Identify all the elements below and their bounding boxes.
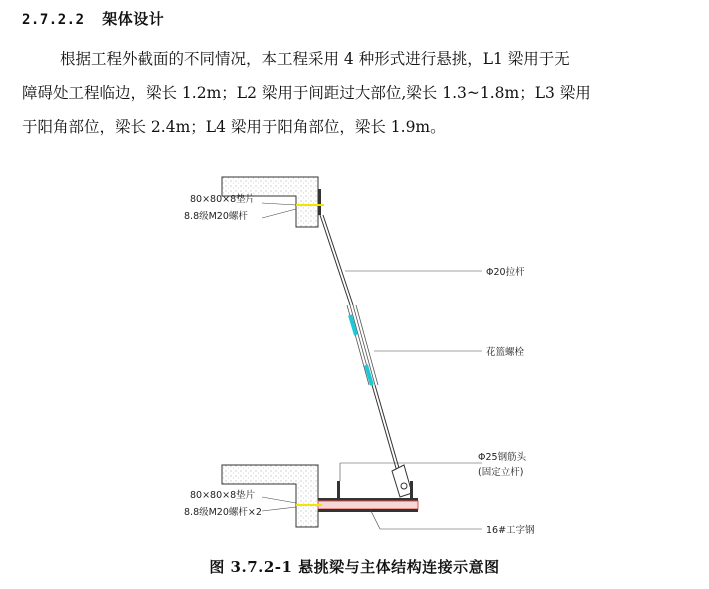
tie-rod — [320, 215, 353, 305]
rebar-head-right — [410, 481, 413, 498]
top-anchor-plate — [318, 189, 321, 215]
cantilever-diagram — [0, 175, 709, 545]
paragraph-line: 根据工程外截面的不同情况，本工程采用 4 种形式进行悬挑，L1 梁用于无 — [60, 50, 570, 68]
figure-caption: 图 3.7.2-1 悬挑梁与主体结构连接示意图 — [209, 558, 500, 576]
label-bottom-bolt: 8.8级M20螺杆×2 — [184, 507, 262, 518]
label-bottom-washer: 80×80×8垫片 — [190, 490, 256, 501]
paragraph-line: 于阳角部位，梁长 2.4m；L4 梁用于阳角部位，梁长 1.9m。 — [22, 118, 446, 136]
section-title: 架体设计 — [102, 10, 165, 28]
label-top-washer: 80×80×8垫片 — [190, 194, 256, 205]
body-paragraph — [22, 42, 698, 144]
rebar-head-left — [337, 481, 340, 498]
paragraph-line: 障碍处工程临边，梁长 1.2m；L2 梁用于间距过大部位,梁长 1.3~1.8m；L3 梁用 — [22, 84, 591, 102]
label-turnbuckle: 花篮螺栓 — [486, 347, 525, 358]
label-rebar-head: Φ25钢筋头 — [478, 452, 527, 463]
diagram-svg — [0, 175, 709, 545]
turnbuckle — [347, 305, 378, 385]
label-tie-rod: Φ20拉杆 — [486, 267, 525, 278]
section-heading — [22, 8, 164, 29]
lower-tie-rod — [372, 385, 401, 475]
i-beam — [318, 498, 418, 512]
ear-plate — [392, 465, 412, 497]
section-number: 2.7.2.2 — [22, 12, 85, 28]
label-i-beam: 16#工字钢 — [486, 525, 535, 536]
label-rebar-head-note: (固定立杆) — [478, 467, 524, 478]
label-top-bolt: 8.8级M20螺杆 — [184, 211, 248, 222]
